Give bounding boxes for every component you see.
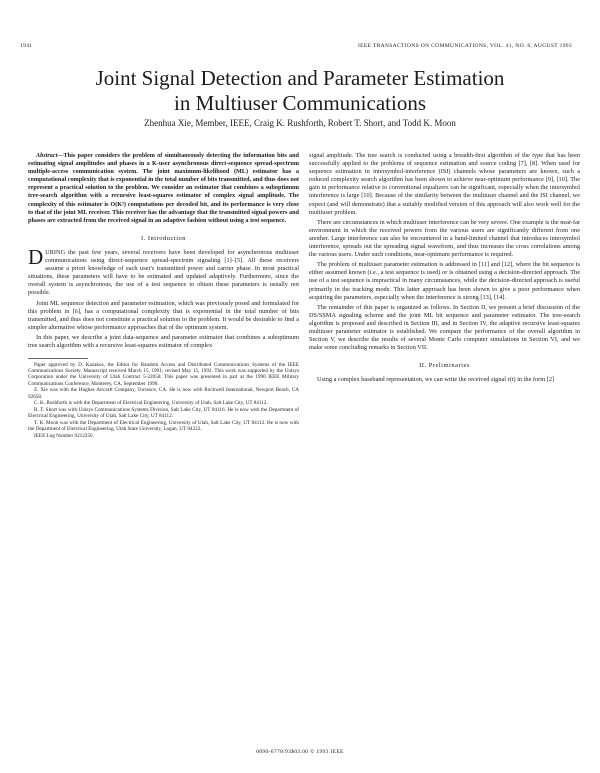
author-list: Zhenhua Xie, Member, IEEE, Craig K. Rushforth, Robert T. Short, and Todd K. Moon [144,118,456,128]
body-paragraph: signal amplitude. The tree search is conducted using a breadth-first algorithm of the type that has been successfully applied to the problems of sequence estimation and source coding [7], [8]. When used for sequence estimation in intersymbol-interference (ISI) channels whose parameters are known, such a reduced complexity search algorithm has been shown to achieve near-optimum performance [9], [10]. The gain in performance relative to conventional equalizers can be significant, especially when the intersymbol interference is large [10]. Because of the similarity between the multiuser channel and the ISI channel, we expect (and will demonstrate) that a suitably modified version of this approach will also work well for the multiuser problem. [309,152,580,216]
body-paragraph: The problem of multiuser parameter estimation is addressed in [11] and [12], where the bit sequence is either assumed known (i.e., a test sequence is used) or is obtained using a decision-directed approach. The use of a test sequence is impractical in many circumstances, while the decision-directed approach is useful primarily in the tracking mode. This latter approach has been shown to give a poor performance when acquiring the parameters, especially when the interference is strong [13], [14]. [309,261,580,301]
intro-paragraph-2: Joint ML sequence detection and parameter estimation, which was previously posed and formulated for this problem in [6], has a computational complexity that is exponential in the total number of bits transmitted, and thus does not constitute a practical solution to the problem. It would be desirable to find a simpler alternative whose performance approaches that of the optimum system. [28,299,299,331]
paper-title [20,66,580,116]
footnote: IEEE Log Number 9212256. [34,432,94,439]
copyright-line: 0090-6778/93$03.00 © 1993 IEEE [256,749,344,755]
abstract [28,152,299,225]
body-paragraph: The remainder of this paper is organized as follows. In Section II, we present a brief discussion of the DS/SSMA signaling scheme and the joint ML bit sequence and parameter estimator. The tree-search algorithm is proposed and described in Section III, and in Section IV, the adaptive recursive least-squares multiuser parameter estimator is established. We compare the performance of the overall algorithm in Section V, we describe the results of several Monte Carlo computer simulations in Section VI, and we make some concluding remarks in Section VII. [309,303,580,352]
footnote: Z. Xie was with the Hughes Aircraft Company, Torrance, CA. He is now with Rockwell International, Newport Beach, CA 92658. [28,387,299,400]
intro-paragraph-1 [28,244,299,298]
intro-paragraph-3: In this paper, we describe a joint data-sequence and parameter estimator that combines a suboptimum tree search algorithm with a recursive least-squares estimator of complex [28,333,299,349]
running-head [20,43,572,53]
footnote-divider [28,358,88,359]
footnote: R. T. Short was with Unisys Communications Systems Division, Salt Lake City, UT 84116. He is now with the Department of Electrical Engineering, University of Utah, Salt Lake City, UT 84112. [28,406,299,420]
abstract-text: This paper considers the problem of simultaneously detecting the information bits and estimating signal amplitudes and phases in a K-user asynchronous direct-sequence spread-spectrum multiple-access communication system. The joint maximum-likelihood (ML) estimator has a computational complexity that is exponential in the total number of bits transmitted, and thus does not represent a practical solution to the problem. We consider an estimator that combines a suboptimum tree-search algorithm with a recursive least-squares estimator of complex signal amplitude. The complexity of this estimator is O(K²) computations per decoded bit, and its performance is very close to that of the joint ML receiver. This receiver has the advantage that the transmitted signal powers and phases are extracted from the received signal in an adaptive fashion without using a test sequence. [28,152,299,224]
right-column [309,152,580,386]
title-line-1: Joint Signal Detection and Parameter Estimation [95,66,505,90]
drop-cap: D [28,244,44,269]
section-heading-preliminaries: II. Preliminaries [419,362,470,370]
intro-paragraph-1-text: URING the past few years, several receivers have been developed for asynchronous multiuser communications using direct-sequence spread-spectrum signaling [1]–[5]. All these receivers assume a priori knowledge of each user's transmitted power and carrier phase. In most practical situations, these parameters will have to be estimated and updated adaptively. Furthermore, since the overall system is asynchronous, the use of a test sequence to obtain these parameters is usually not possible. [28,248,299,297]
footnote: T. K. Moon was with the Department of Electrical Engineering, University of Utah, Salt Lake City, UT 84112. He is now with the Department of Electrical Engineering, Utah State University, Logan, UT 84322. [28,419,299,433]
page-number: 1941 [20,43,33,49]
footnotes [28,362,299,439]
left-column [28,152,299,440]
section-heading-introduction: I. Introduction [140,234,187,242]
abstract-label: Abstract— [36,152,64,159]
body-paragraph: Using a complex baseband representation, we can write the received signal r(t) in the form [2] [317,376,555,384]
title-line-2: in Multiuser Communications [174,91,426,115]
journal-name: IEEE TRANSACTIONS ON COMMUNICATIONS, VOL. 41, NO. 8, AUGUST 1993 [357,43,572,49]
body-paragraph: There are circumstances in which multiuser interference can be very severe. One example is the near-far environment in which the received powers from the various users are significantly different from one another. Large interference can also be encountered in a band-limited channel that introduces intersymbol interference, spreads out the spreading signal waveform, and thus increases the cross correlations among the various users. Under such conditions, near-optimum performance is required. [309,218,580,259]
footnote: C. K. Rushforth is with the Department of Electrical Engineering, University of Utah, Salt Lake City, UT 84112. [34,400,268,407]
footnote: Paper approved by D. Kazakos, the Editor for Random Access and Distributed Communications Systems of the IEEE Communications Society. Manuscript received March 15, 1991; revised May 15, 1992. This work was supported by the Unisys Corporation under the University of Utah Contract 5-22058. This paper was presented in part at the 1990 IEEE Military Communications Conference, Monterey, CA, September 1990. [28,362,299,387]
